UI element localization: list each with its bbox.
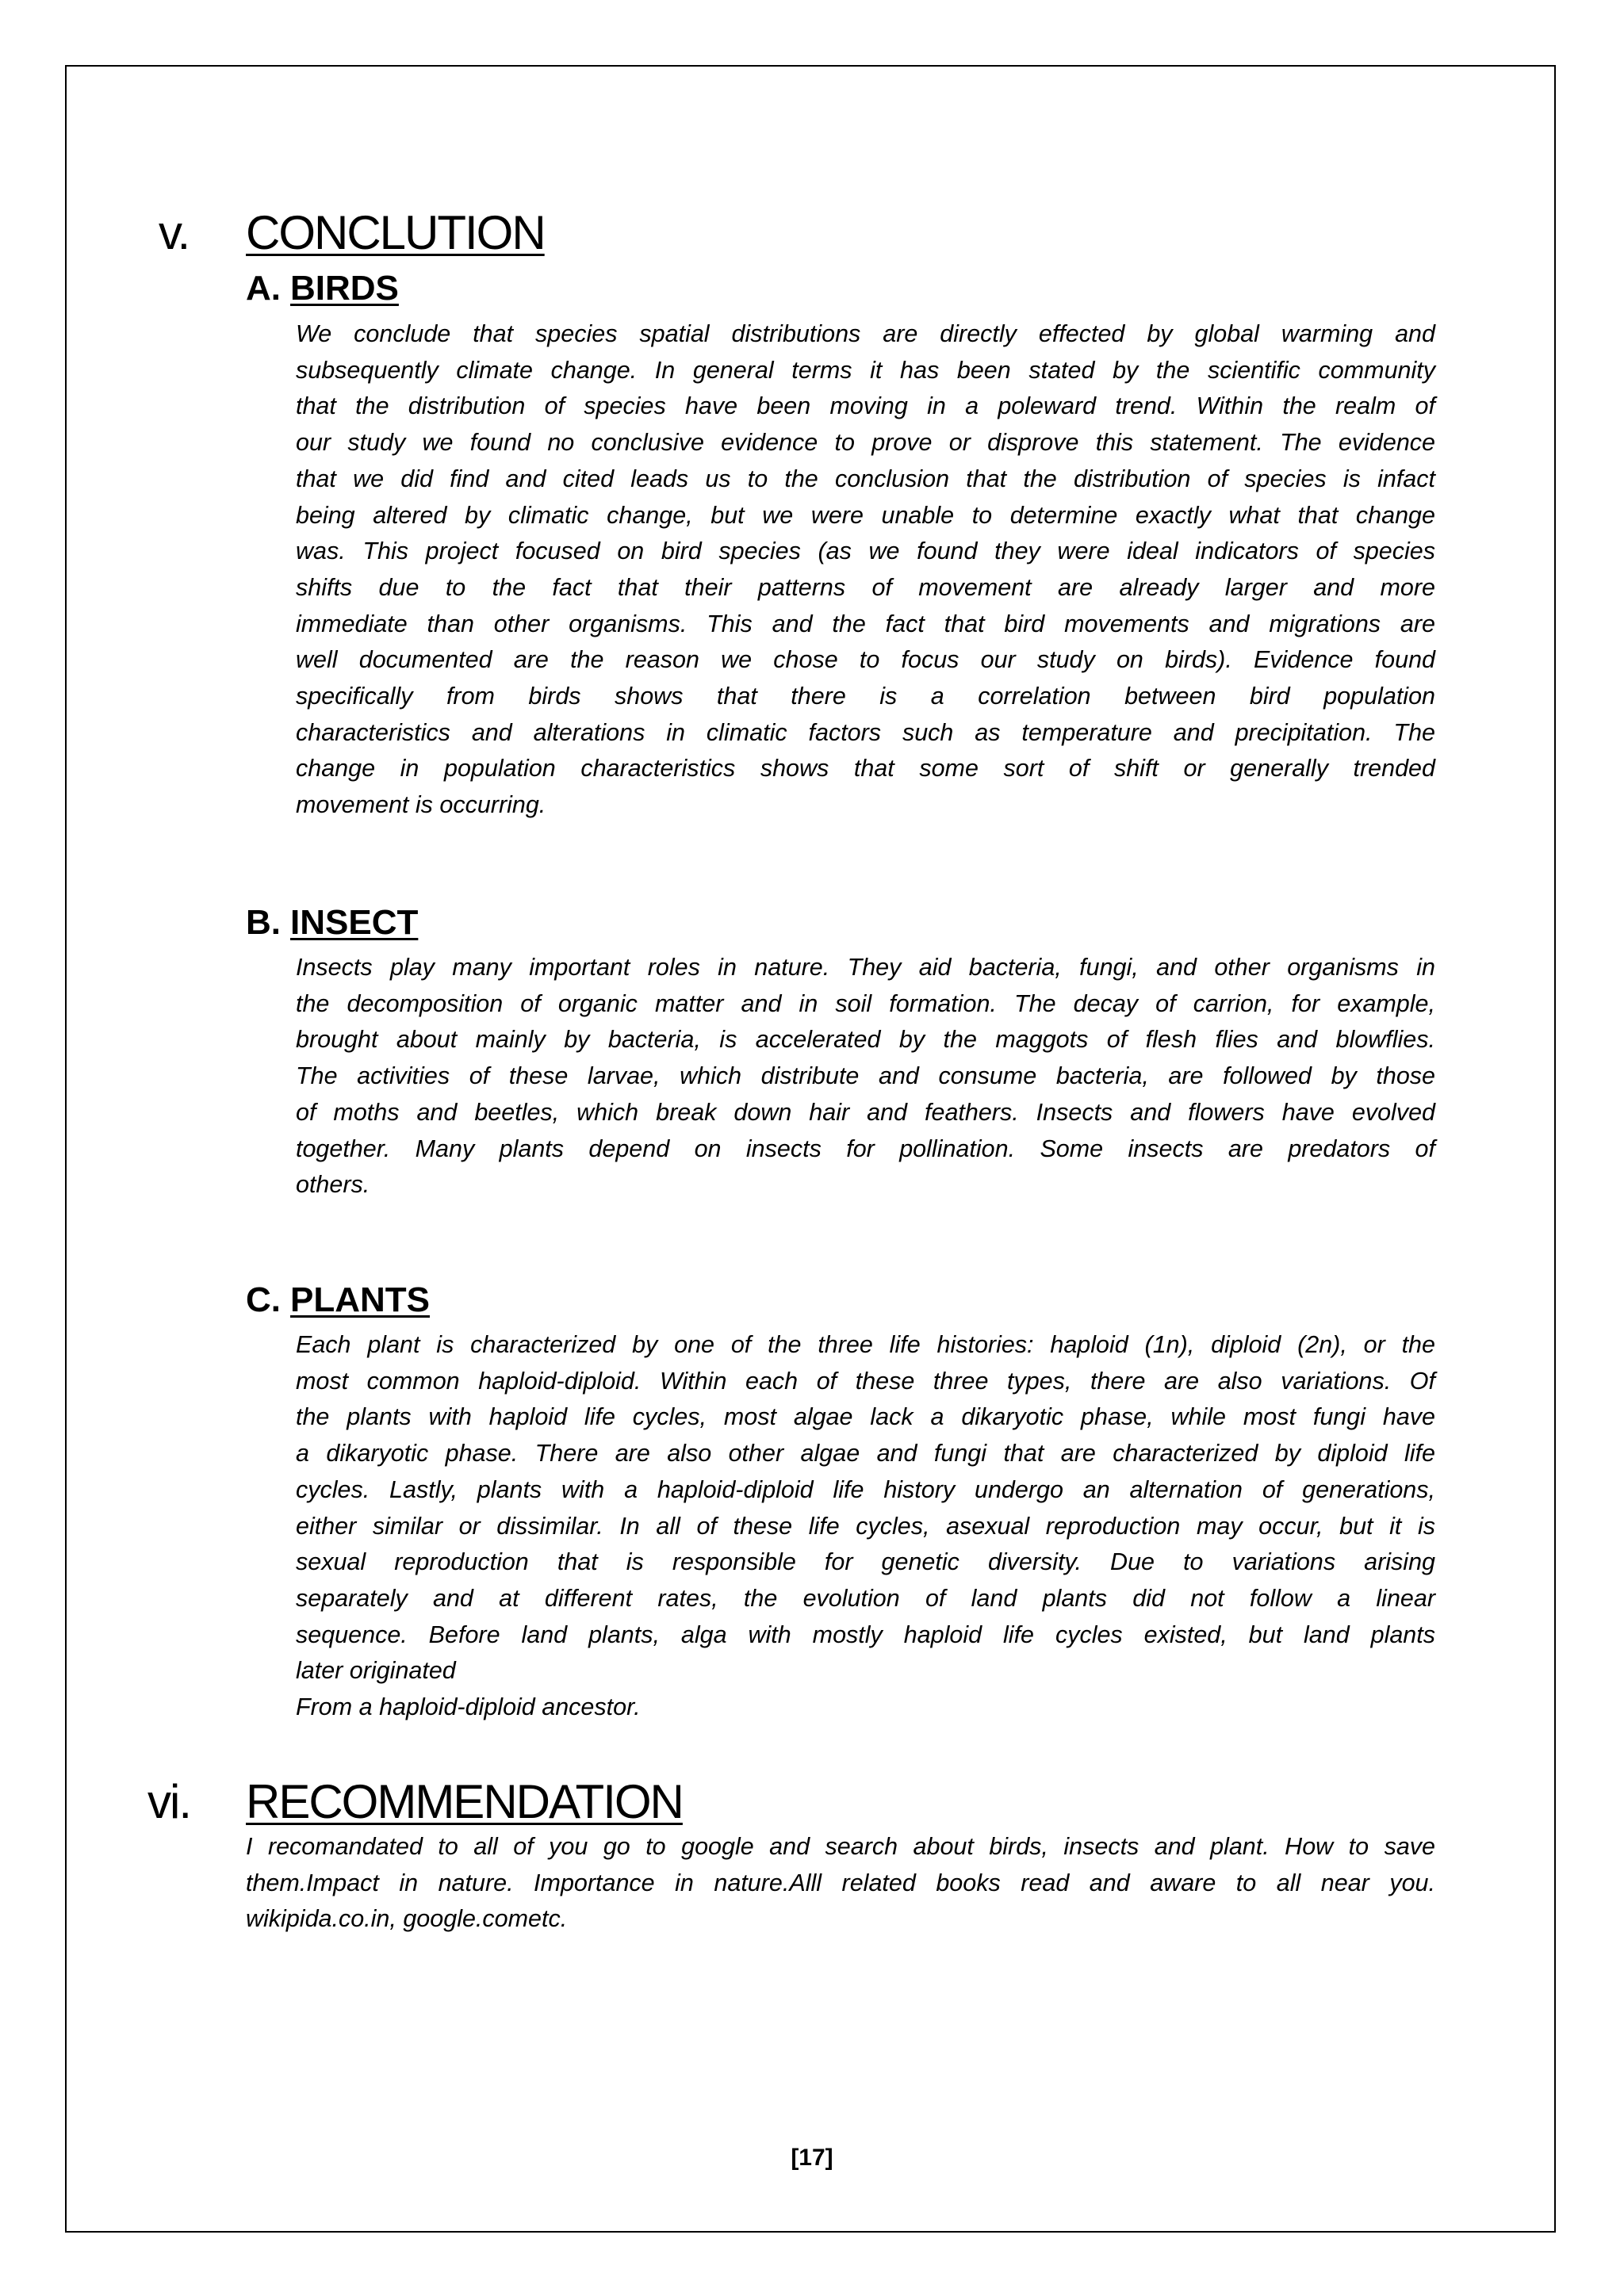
subsection-title: BIRDS <box>290 269 399 308</box>
subsection-heading-plants <box>246 1278 430 1322</box>
section-heading-recommendation <box>0 1774 1507 1830</box>
paragraph-line: the plants with haploid life cycles, most algae lack a dikaryotic phase, while most fungi have <box>296 1403 1435 1431</box>
paragraph-line: well documented are the reason we chose to focus our study on birds). Evidence found <box>296 646 1435 674</box>
paragraph-line: either similar or dissimilar. In all of these life cycles, asexual reproduction may occur, but it is <box>296 1512 1435 1540</box>
paragraph-line: brought about mainly by bacteria, is accelerated by the maggots of flesh flies and blowflies. <box>296 1026 1435 1054</box>
subsection-letter: B. <box>246 903 281 942</box>
paragraph-line: characteristics and alterations in climatic factors such as temperature and precipitation. The <box>296 718 1435 746</box>
subsection-title: PLANTS <box>290 1280 430 1319</box>
paragraph-line: was. This project focused on bird species (as we found they were ideal indicators of species <box>296 538 1435 565</box>
subsection-heading-birds <box>246 266 399 311</box>
section-title: CONCLUTION <box>246 206 545 259</box>
paragraph-line: I recomandated to all of you go to google and search about birds, insects and plant. How to save <box>246 1833 1435 1860</box>
subsection-letter: C. <box>246 1280 281 1319</box>
section-title: RECOMMENDATION <box>246 1775 683 1828</box>
paragraph-line: sexual reproduction that is responsible for genetic diversity. Due to variations arising <box>296 1548 1435 1576</box>
paragraph-line: of moths and beetles, which break down hair and feathers. Insects and flowers have evolved <box>296 1098 1435 1126</box>
paragraph-line: that we did find and cited leads us to the conclusion that the distribution of species is infact <box>296 465 1435 492</box>
paragraph-line: the decomposition of organic matter and in soil formation. The decay of carrion, for example, <box>296 989 1435 1017</box>
page-number: [17] <box>791 2145 833 2171</box>
paragraph-line: Insects play many important roles in nature. They aid bacteria, fungi, and other organisms in <box>296 954 1435 981</box>
recommendation-paragraph <box>246 1829 1435 1938</box>
paragraph-line: subsequently climate change. In general terms it has been stated by the scientific community <box>296 356 1435 384</box>
paragraph-line: sequence. Before land plants, alga with mostly haploid life cycles existed, but land plants <box>296 1621 1435 1648</box>
paragraph-line: cycles. Lastly, plants with a haploid-diploid life history undergo an alternation of generations, <box>296 1475 1435 1503</box>
subsection-heading-insect <box>246 901 418 945</box>
paragraph-line: our study we found no conclusive evidence to prove or disprove this statement. The evidence <box>296 429 1435 457</box>
section-number: vi. <box>147 1775 190 1828</box>
paragraph-line: others. <box>296 1171 370 1199</box>
paragraph-line: most common haploid-diploid. Within each of these three types, there are also variations. Of <box>296 1367 1435 1395</box>
plants-paragraph <box>296 1327 1435 1726</box>
paragraph-line: separately and at different rates, the evolution of land plants did not follow a linear <box>296 1584 1435 1612</box>
paragraph-line: From a haploid-diploid ancestor. <box>296 1693 641 1721</box>
insect-paragraph <box>296 950 1435 1203</box>
section-heading-conclusion <box>0 205 1507 261</box>
paragraph-line: that the distribution of species have been moving in a poleward trend. Within the realm of <box>296 392 1435 420</box>
paragraph-line: change in population characteristics shows that some sort of shift or generally trended <box>296 755 1435 783</box>
paragraph-line: Each plant is characterized by one of the three life histories: haploid (1n), diploid (2n), or the <box>296 1331 1435 1358</box>
paragraph-line: shifts due to the fact that their patterns of movement are already larger and more <box>296 573 1435 601</box>
section-number: v. <box>159 206 190 259</box>
paragraph-line: them.Impact in nature. Importance in nature.Alll related books read and aware to all near you. <box>246 1869 1435 1896</box>
subsection-title: INSECT <box>290 903 419 942</box>
paragraph-line: The activities of these larvae, which distribute and consume bacteria, are followed by those <box>296 1062 1435 1090</box>
paragraph-line: later originated <box>296 1657 456 1685</box>
paragraph-line: being altered by climatic change, but we were unable to determine exactly what that change <box>296 501 1435 529</box>
paragraph-line: together. Many plants depend on insects for pollination. Some insects are predators of <box>296 1135 1435 1162</box>
paragraph-line: We conclude that species spatial distributions are directly effected by global warming and <box>296 320 1435 347</box>
paragraph-line: specifically from birds shows that there is a correlation between bird population <box>296 683 1435 710</box>
paragraph-line: a dikaryotic phase. There are also other algae and fungi that are characterized by diploid life <box>296 1440 1435 1468</box>
paragraph-line: movement is occurring. <box>296 791 546 819</box>
paragraph-line: wikipida.co.in, google.cometc. <box>246 1905 568 1933</box>
paragraph-line: immediate than other organisms. This and the fact that bird movements and migrations are <box>296 610 1435 637</box>
birds-paragraph <box>296 316 1435 824</box>
subsection-letter: A. <box>246 269 281 308</box>
